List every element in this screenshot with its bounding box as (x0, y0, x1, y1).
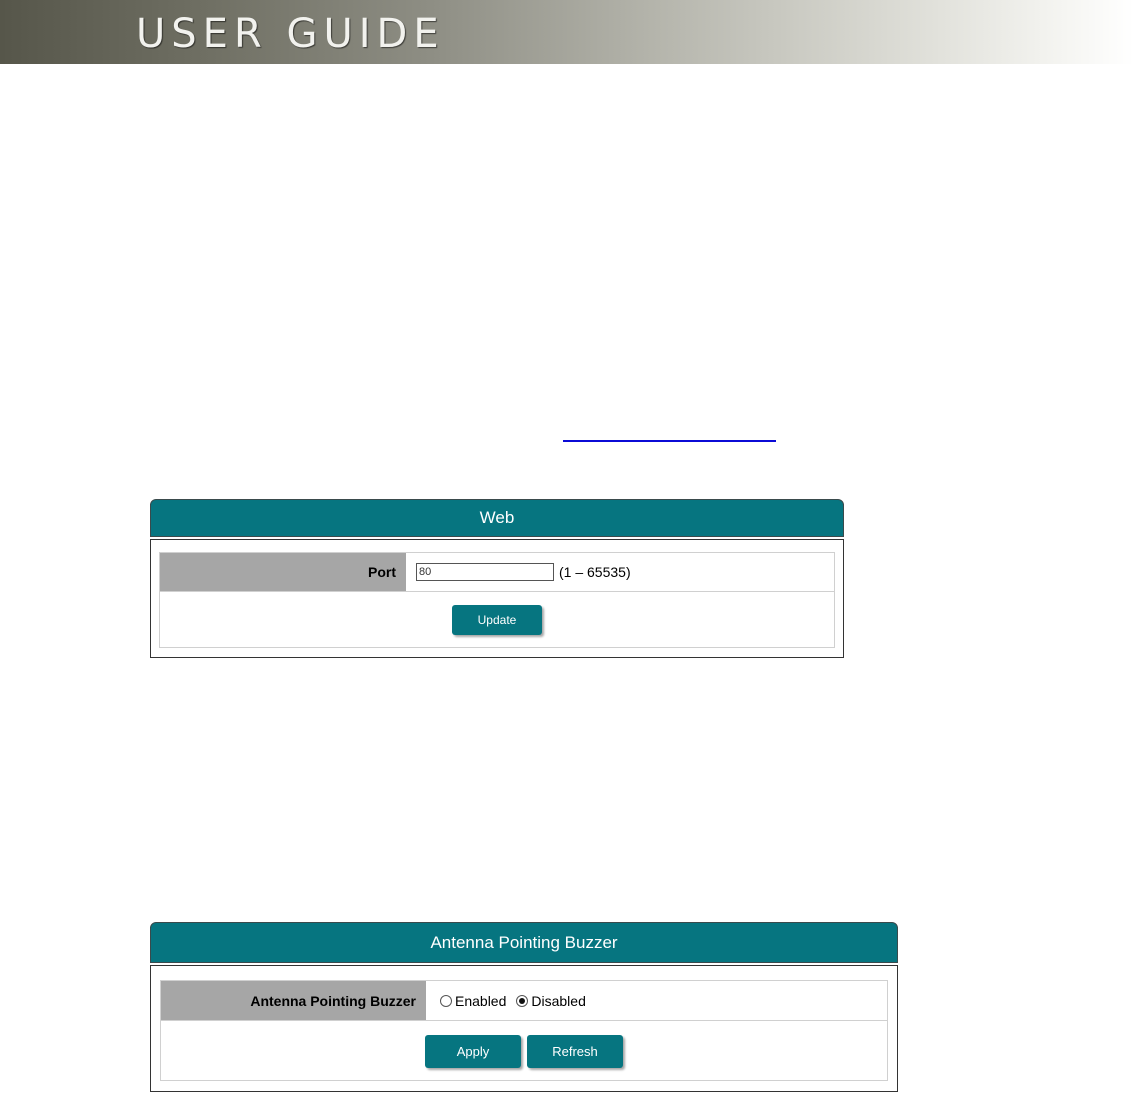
buzzer-form (160, 980, 888, 1081)
port-range-hint: (1 – 65535) (559, 564, 631, 580)
banner-title: USER GUIDE (136, 11, 445, 57)
selected-dot (519, 998, 525, 1004)
buzzer-row (161, 981, 887, 1021)
enabled-label: Enabled (455, 992, 507, 1009)
buzzer-disabled-option[interactable] (516, 993, 585, 1009)
disabled-radio[interactable] (516, 995, 528, 1007)
refresh-button[interactable]: Refresh (527, 1035, 623, 1068)
buzzer-label: Antenna Pointing Buzzer (161, 981, 426, 1020)
port-value-cell (406, 553, 834, 591)
buzzer-radio-group (440, 993, 596, 1009)
web-button-row (160, 592, 834, 648)
buzzer-enabled-option[interactable] (440, 993, 506, 1009)
web-panel (150, 499, 844, 658)
buzzer-value-cell (426, 981, 887, 1020)
buzzer-button-row (161, 1021, 887, 1081)
port-label: Port (160, 553, 406, 591)
user-guide-banner (0, 0, 1134, 64)
buzzer-panel (150, 922, 898, 1092)
disabled-label: Disabled (531, 992, 586, 1009)
web-form (159, 552, 835, 648)
web-panel-body (150, 539, 844, 658)
buzzer-panel-title: Antenna Pointing Buzzer (150, 922, 898, 963)
port-row (160, 553, 834, 592)
enabled-radio[interactable] (440, 995, 452, 1007)
update-button[interactable]: Update (452, 605, 542, 635)
apply-button[interactable]: Apply (425, 1035, 521, 1068)
buzzer-panel-body (150, 965, 898, 1092)
web-panel-title: Web (150, 499, 844, 537)
port-input[interactable] (416, 563, 554, 581)
document-link[interactable] (563, 440, 776, 442)
